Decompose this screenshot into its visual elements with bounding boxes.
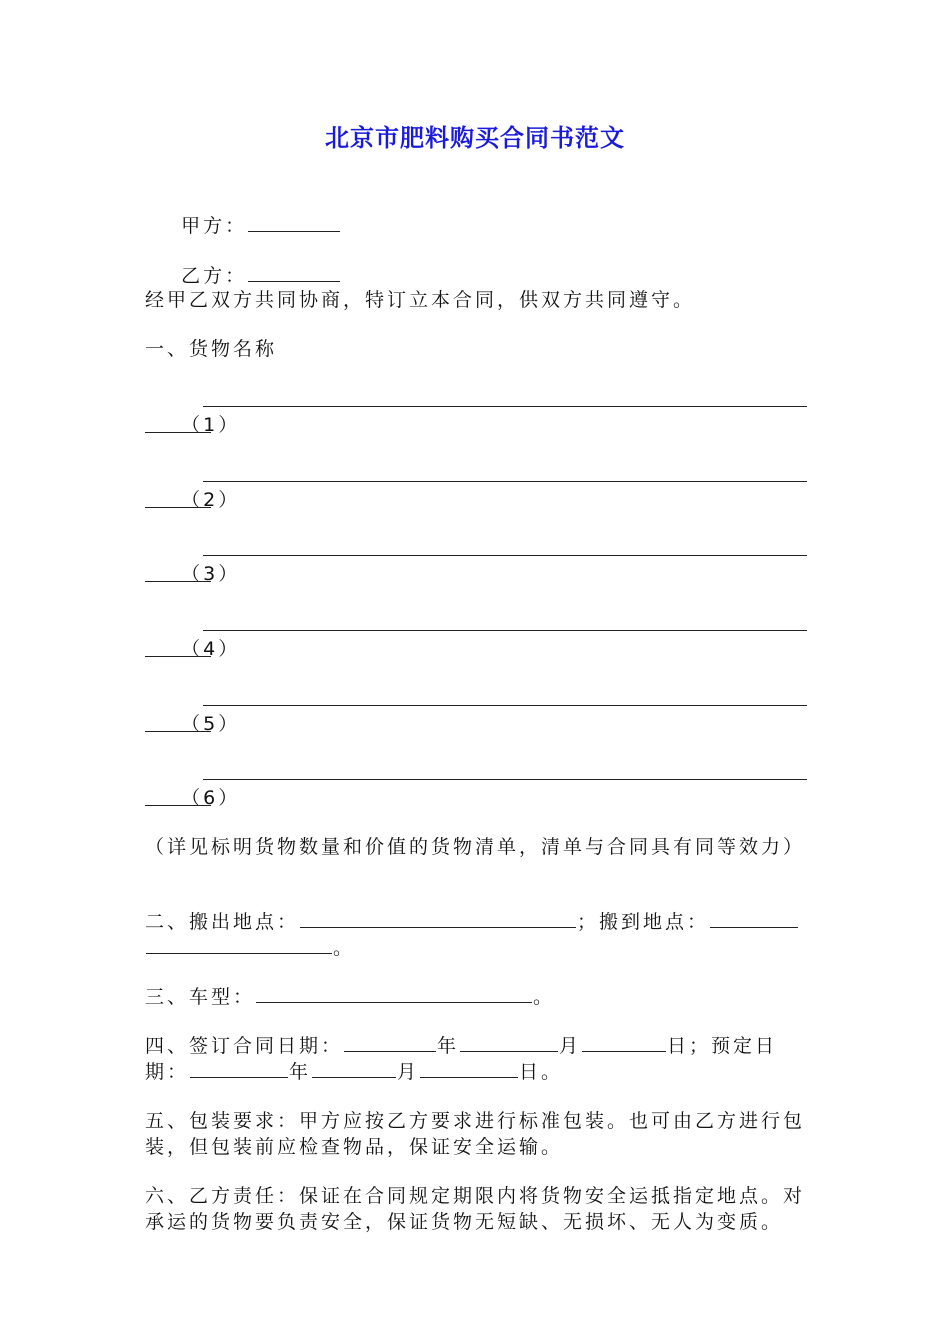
section2-from-label: 二、搬出地点： xyxy=(145,911,300,933)
month-label: 月 xyxy=(397,1061,420,1083)
month-label: 月 xyxy=(559,1035,582,1057)
section2-to-label: ；搬到地点： xyxy=(577,911,710,933)
goods-item-label: （2） xyxy=(181,489,241,511)
section3-end: 。 xyxy=(533,986,556,1008)
goods-item-blank-continued[interactable] xyxy=(145,731,211,732)
goods-item-label: （1） xyxy=(181,414,241,436)
goods-item xyxy=(145,685,810,763)
sign-year-blank[interactable] xyxy=(344,1033,436,1052)
day-separator: 日；预定日期： xyxy=(145,1035,778,1083)
goods-item-blank-continued[interactable] xyxy=(145,805,211,806)
section5-paragraph: 五、包装要求：甲方应按乙方要求进行标准包装。也可由乙方进行包装，但包装前应检查物品，保证安全运输。 xyxy=(145,1110,806,1158)
goods-item-blank[interactable] xyxy=(203,406,807,407)
goods-item-blank-continued[interactable] xyxy=(145,656,211,657)
goods-item xyxy=(145,759,810,837)
goods-note: （详见标明货物数量和价值的货物清单，清单与合同具有同等效力） xyxy=(145,836,806,858)
party-a-label: 甲方： xyxy=(181,215,248,237)
scheduled-year-blank[interactable] xyxy=(190,1059,288,1078)
section2-end: 。 xyxy=(333,937,356,959)
section2-line xyxy=(145,909,810,961)
goods-item-blank[interactable] xyxy=(203,705,807,706)
year-label: 年 xyxy=(289,1061,312,1083)
section6-paragraph: 六、乙方责任：保证在合同规定期限内将货物安全运抵指定地点。对承运的货物要负责安全，保证货物无短缺、无损坏、无人为变质。 xyxy=(145,1185,806,1233)
goods-item-blank-continued[interactable] xyxy=(145,432,211,433)
party-a-blank[interactable] xyxy=(248,213,340,232)
vehicle-type-label: 三、车型： xyxy=(145,986,256,1008)
section4-line xyxy=(145,1033,810,1085)
goods-item-label: （4） xyxy=(181,638,241,660)
sign-day-blank[interactable] xyxy=(582,1033,666,1052)
year-label: 年 xyxy=(437,1035,460,1057)
goods-item-blank-continued[interactable] xyxy=(145,581,211,582)
scheduled-day-blank[interactable] xyxy=(420,1059,518,1078)
goods-item xyxy=(145,535,810,613)
to-location-blank[interactable] xyxy=(710,909,798,928)
goods-item xyxy=(145,386,810,464)
goods-item-blank[interactable] xyxy=(203,555,807,556)
party-b-blank[interactable] xyxy=(248,263,340,282)
sign-month-blank[interactable] xyxy=(460,1033,558,1052)
goods-item xyxy=(145,461,810,539)
goods-item-blank[interactable] xyxy=(203,481,807,482)
vehicle-type-blank[interactable] xyxy=(256,984,532,1003)
document-title: 北京市肥料购买合同书范文 xyxy=(325,124,625,152)
intro-paragraph: 经甲乙双方共同协商，特订立本合同，供双方共同遵守。 xyxy=(145,289,696,311)
party-b-label: 乙方： xyxy=(181,265,248,287)
goods-item-blank-continued[interactable] xyxy=(145,507,211,508)
goods-item-label: （3） xyxy=(181,563,241,585)
goods-item-blank[interactable] xyxy=(203,779,807,780)
section3-line xyxy=(145,984,810,1010)
scheduled-month-blank[interactable] xyxy=(312,1059,396,1078)
goods-item-blank[interactable] xyxy=(203,630,807,631)
from-location-blank[interactable] xyxy=(300,909,576,928)
to-location-blank-continued[interactable] xyxy=(146,935,332,954)
day-end: 日。 xyxy=(519,1061,564,1083)
section1-heading: 一、货物名称 xyxy=(145,338,278,360)
sign-date-label: 四、签订合同日期： xyxy=(145,1035,344,1057)
goods-item-label: （6） xyxy=(181,787,241,809)
goods-item xyxy=(145,610,810,688)
goods-item-label: （5） xyxy=(181,713,241,735)
